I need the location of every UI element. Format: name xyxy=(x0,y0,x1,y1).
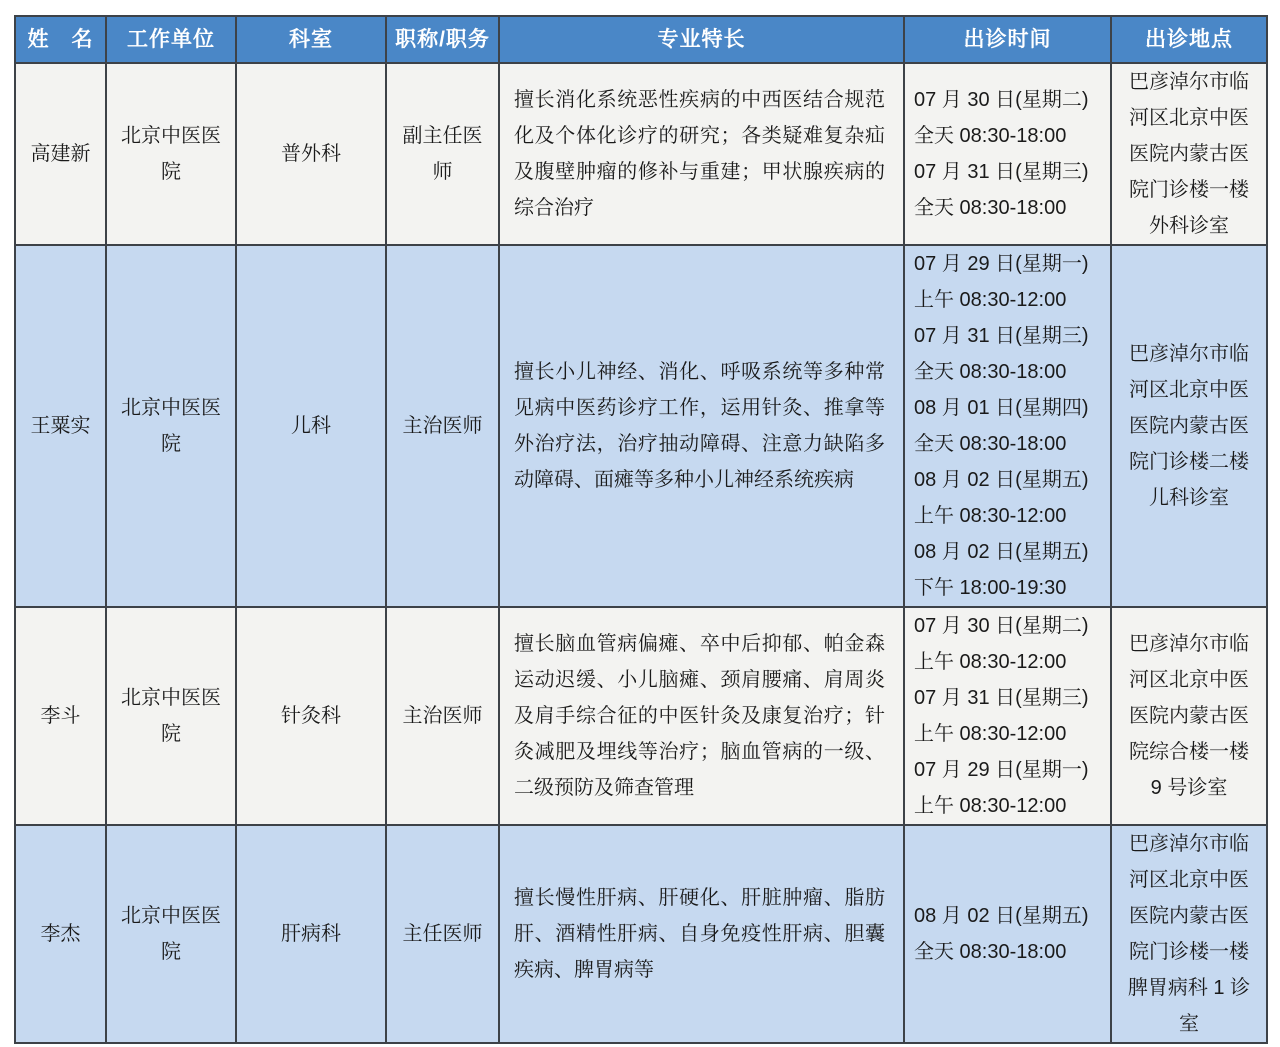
doctor-name: 王粟实 xyxy=(15,245,106,607)
doctor-title: 主任医师 xyxy=(386,825,499,1043)
doctor-location: 巴彦淖尔市临河区北京中医医院内蒙古医院综合楼一楼 9 号诊室 xyxy=(1111,607,1267,825)
doctor-specialty: 擅长慢性肝病、肝硬化、肝脏肿瘤、脂肪肝、酒精性肝病、自身免疫性肝病、胆囊疾病、脾胃病等 xyxy=(499,825,904,1043)
doctor-department: 针灸科 xyxy=(236,607,386,825)
doctor-workplace: 北京中医医院 xyxy=(106,63,236,245)
doctor-title: 主治医师 xyxy=(386,607,499,825)
table-header-row xyxy=(15,16,1267,63)
doctor-workplace: 北京中医医院 xyxy=(106,825,236,1043)
header-title: 职称/职务 xyxy=(386,16,499,63)
doctor-title: 主治医师 xyxy=(386,245,499,607)
doctor-name: 高建新 xyxy=(15,63,106,245)
doctor-schedule: 07 月 30 日(星期二) 上午 08:30-12:00 07 月 31 日(星期三) 上午 08:30-12:00 07 月 29 日(星期一) 上午 08:30-12:00 xyxy=(904,607,1111,825)
header-schedule: 出诊时间 xyxy=(904,16,1111,63)
doctor-location: 巴彦淖尔市临河区北京中医医院内蒙古医院门诊楼一楼外科诊室 xyxy=(1111,63,1267,245)
doctor-department: 儿科 xyxy=(236,245,386,607)
table-row xyxy=(15,825,1267,1043)
doctor-workplace: 北京中医医院 xyxy=(106,245,236,607)
doctor-title: 副主任医师 xyxy=(386,63,499,245)
header-workplace: 工作单位 xyxy=(106,16,236,63)
doctor-name: 李斗 xyxy=(15,607,106,825)
doctor-specialty: 擅长消化系统恶性疾病的中西医结合规范化及个体化诊疗的研究；各类疑难复杂疝及腹壁肿瘤的修补与重建；甲状腺疾病的综合治疗 xyxy=(499,63,904,245)
doctor-schedule: 07 月 29 日(星期一) 上午 08:30-12:00 07 月 31 日(星期三) 全天 08:30-18:00 08 月 01 日(星期四) 全天 08:30-18:00 08 月 02 日(星期五) 上午 08:30-12:00 08 月 02 日(星期五) 下午 18:00-19:30 xyxy=(904,245,1111,607)
header-department: 科室 xyxy=(236,16,386,63)
doctor-schedule-table xyxy=(14,15,1268,1044)
header-location: 出诊地点 xyxy=(1111,16,1267,63)
doctor-location: 巴彦淖尔市临河区北京中医医院内蒙古医院门诊楼二楼儿科诊室 xyxy=(1111,245,1267,607)
doctor-schedule: 08 月 02 日(星期五) 全天 08:30-18:00 xyxy=(904,825,1111,1043)
doctor-schedule: 07 月 30 日(星期二) 全天 08:30-18:00 07 月 31 日(星期三) 全天 08:30-18:00 xyxy=(904,63,1111,245)
doctor-location: 巴彦淖尔市临河区北京中医医院内蒙古医院门诊楼一楼脾胃病科 1 诊室 xyxy=(1111,825,1267,1043)
header-specialty: 专业特长 xyxy=(499,16,904,63)
doctor-name: 李杰 xyxy=(15,825,106,1043)
header-name: 姓 名 xyxy=(15,16,106,63)
doctor-specialty: 擅长脑血管病偏瘫、卒中后抑郁、帕金森运动迟缓、小儿脑瘫、颈肩腰痛、肩周炎及肩手综合征的中医针灸及康复治疗；针灸减肥及埋线等治疗；脑血管病的一级、二级预防及筛查管理 xyxy=(499,607,904,825)
doctor-specialty: 擅长小儿神经、消化、呼吸系统等多种常见病中医药诊疗工作，运用针灸、推拿等外治疗法，治疗抽动障碍、注意力缺陷多动障碍、面瘫等多种小儿神经系统疾病 xyxy=(499,245,904,607)
table-row xyxy=(15,245,1267,607)
table-row xyxy=(15,63,1267,245)
doctor-workplace: 北京中医医院 xyxy=(106,607,236,825)
table-row xyxy=(15,607,1267,825)
doctor-department: 肝病科 xyxy=(236,825,386,1043)
doctor-department: 普外科 xyxy=(236,63,386,245)
